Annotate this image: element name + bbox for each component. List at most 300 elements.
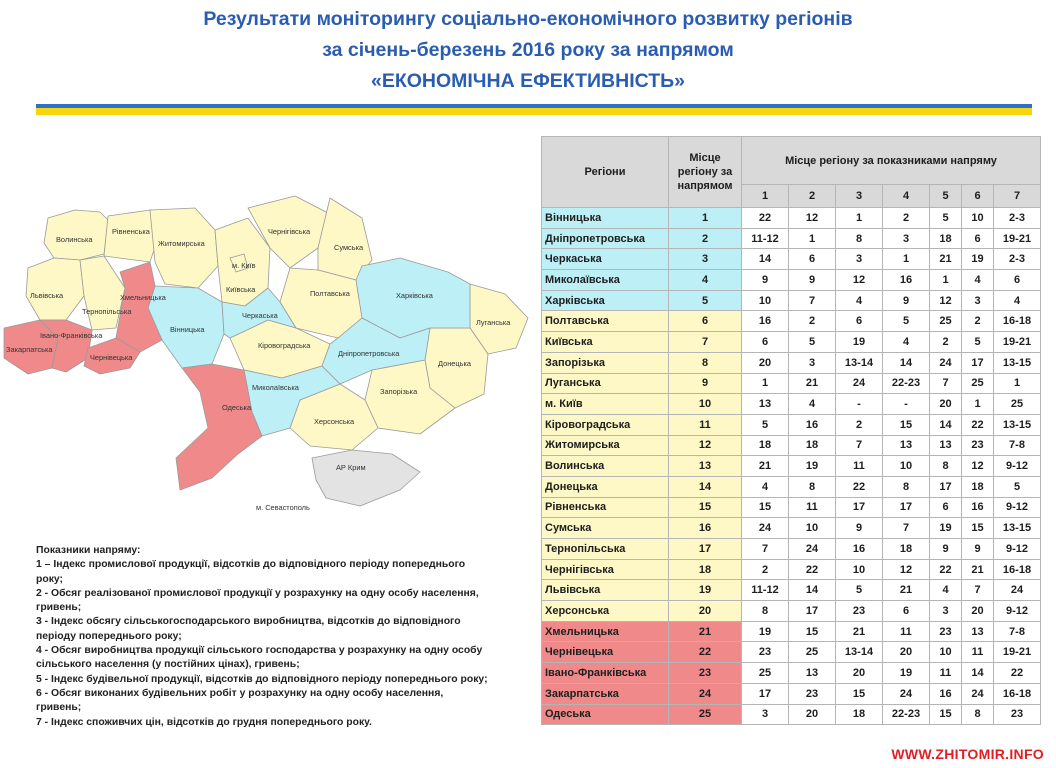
indicator-cell: 10 bbox=[883, 456, 930, 477]
region-lvivska bbox=[26, 258, 84, 320]
header-col-1: 1 bbox=[742, 185, 789, 208]
indicator-cell: 18 bbox=[883, 539, 930, 560]
indicator-cell: 6 bbox=[930, 497, 962, 518]
region-ternopilska bbox=[80, 256, 125, 330]
indicator-cell: 7 bbox=[836, 435, 883, 456]
header-col-3: 3 bbox=[836, 185, 883, 208]
indicator-cell: 5 bbox=[962, 332, 994, 353]
indicator-cell: 16-18 bbox=[994, 683, 1041, 704]
place-cell: 3 bbox=[669, 249, 742, 270]
table-row bbox=[542, 683, 1041, 704]
region-cell: Закарпатська bbox=[542, 683, 669, 704]
indicator-cell: 19 bbox=[962, 249, 994, 270]
map-label-khmelnytska: Хмельницька bbox=[120, 293, 166, 302]
place-cell: 20 bbox=[669, 601, 742, 622]
indicator-cell: 19-21 bbox=[994, 642, 1041, 663]
indicator-cell: 7 bbox=[962, 580, 994, 601]
place-cell: 8 bbox=[669, 352, 742, 373]
indicator-cell: 16 bbox=[836, 539, 883, 560]
indicator-cell: 10 bbox=[962, 208, 994, 229]
indicator-cell: 19 bbox=[883, 663, 930, 684]
indicator-cell: 11 bbox=[836, 456, 883, 477]
place-cell: 17 bbox=[669, 539, 742, 560]
region-cell: Рівненська bbox=[542, 497, 669, 518]
indicator-cell: 11 bbox=[962, 642, 994, 663]
table-row bbox=[542, 332, 1041, 353]
region-cell: Київська bbox=[542, 332, 669, 353]
indicator-cell: 25 bbox=[789, 642, 836, 663]
place-cell: 11 bbox=[669, 414, 742, 435]
indicator-cell: 7 bbox=[883, 518, 930, 539]
indicator-cell: 20 bbox=[930, 394, 962, 415]
indicator-cell: 22 bbox=[930, 559, 962, 580]
indicator-cell: 22 bbox=[962, 414, 994, 435]
indicator-cell: 1 bbox=[962, 394, 994, 415]
indicator-cell: 12 bbox=[836, 270, 883, 291]
place-cell: 15 bbox=[669, 497, 742, 518]
page-title-line-2: за січень-березень 2016 року за напрямом bbox=[322, 39, 734, 61]
region-cell: Сумська bbox=[542, 518, 669, 539]
indicator-cell: 22 bbox=[836, 476, 883, 497]
map-label-poltavska: Полтавська bbox=[310, 289, 350, 298]
indicator-cell: 13-14 bbox=[836, 642, 883, 663]
legend-item: 4 - Обсяг виробництва продукції сільського господарства у розрахунку на одну особу сільського населення (у постійних цінах), гривень; bbox=[36, 645, 483, 671]
place-cell: 25 bbox=[669, 704, 742, 725]
indicator-cell: 21 bbox=[883, 580, 930, 601]
region-cell: Полтавська bbox=[542, 311, 669, 332]
indicator-cell: 1 bbox=[994, 373, 1041, 394]
indicator-cell: 1 bbox=[930, 270, 962, 291]
indicator-cell: 15 bbox=[789, 621, 836, 642]
indicator-cell: 21 bbox=[789, 373, 836, 394]
indicator-cell: 9 bbox=[742, 270, 789, 291]
table-row bbox=[542, 435, 1041, 456]
indicator-cell: 13 bbox=[962, 621, 994, 642]
map-label-ternopilska: Тернопільська bbox=[82, 307, 132, 316]
indicator-cell: - bbox=[836, 394, 883, 415]
indicator-cell: 18 bbox=[836, 704, 883, 725]
indicator-cell: 17 bbox=[883, 497, 930, 518]
indicator-cell: 6 bbox=[789, 249, 836, 270]
indicator-cell: 6 bbox=[836, 311, 883, 332]
indicator-cell: 15 bbox=[742, 497, 789, 518]
region-cell: Черкаська bbox=[542, 249, 669, 270]
indicator-cell: 11 bbox=[930, 663, 962, 684]
ukraine-map bbox=[0, 188, 540, 518]
table-row bbox=[542, 290, 1041, 311]
indicator-cell: 17 bbox=[930, 476, 962, 497]
indicator-cell: 7-8 bbox=[994, 435, 1041, 456]
indicator-cell: 17 bbox=[742, 683, 789, 704]
map-label-ivano: Івано-Франківська bbox=[40, 331, 103, 340]
indicator-cell: 9-12 bbox=[994, 497, 1041, 518]
indicator-cell: 6 bbox=[883, 601, 930, 622]
region-cell: Донецька bbox=[542, 476, 669, 497]
indicator-cell: 24 bbox=[994, 580, 1041, 601]
legend-item: 3 - Індекс обсягу сільськогосподарського виробництва, відсотків до відповідного періоду попереднього року; bbox=[36, 616, 461, 642]
indicator-cell: 9-12 bbox=[994, 456, 1041, 477]
indicator-cell: 4 bbox=[742, 476, 789, 497]
table-row bbox=[542, 373, 1041, 394]
map-label-mykolaivska: Миколаївська bbox=[252, 383, 299, 392]
indicator-cell: 13 bbox=[789, 663, 836, 684]
indicator-cell: 5 bbox=[789, 332, 836, 353]
table-row bbox=[542, 394, 1041, 415]
indicator-cell: 22-23 bbox=[883, 373, 930, 394]
indicator-cell: 20 bbox=[789, 704, 836, 725]
indicator-cell: 16-18 bbox=[994, 311, 1041, 332]
indicator-cell: 5 bbox=[742, 414, 789, 435]
indicator-cell: 7-8 bbox=[994, 621, 1041, 642]
table-row bbox=[542, 311, 1041, 332]
header-col-4: 4 bbox=[883, 185, 930, 208]
region-cell: Івано-Франківська bbox=[542, 663, 669, 684]
map-label-vinnytska: Вінницька bbox=[170, 325, 205, 334]
indicator-cell: 12 bbox=[930, 290, 962, 311]
indicator-cell: 9-12 bbox=[994, 539, 1041, 560]
table-row bbox=[542, 228, 1041, 249]
indicator-cell: 1 bbox=[789, 228, 836, 249]
indicator-cell: 4 bbox=[994, 290, 1041, 311]
map-label-dnipro: Дніпропетровська bbox=[338, 349, 400, 358]
map-label-zhytomyrska: Житомирська bbox=[158, 239, 205, 248]
map-label-khersonska: Херсонська bbox=[314, 417, 355, 426]
indicator-cell: 2 bbox=[836, 414, 883, 435]
indicator-cell: 4 bbox=[930, 580, 962, 601]
indicator-cell: 19 bbox=[742, 621, 789, 642]
header-col-5: 5 bbox=[930, 185, 962, 208]
indicator-cell: 5 bbox=[883, 311, 930, 332]
indicator-cell: 3 bbox=[836, 249, 883, 270]
indicator-cell: 13-15 bbox=[994, 352, 1041, 373]
map-label-chernivetska: Чернівецька bbox=[90, 353, 133, 362]
indicator-cell: 11-12 bbox=[742, 580, 789, 601]
place-cell: 14 bbox=[669, 476, 742, 497]
indicator-cell: 6 bbox=[742, 332, 789, 353]
indicator-cell: 25 bbox=[930, 311, 962, 332]
place-cell: 7 bbox=[669, 332, 742, 353]
map-label-m-kyiv: м. Київ bbox=[232, 261, 256, 270]
indicator-cell: 17 bbox=[789, 601, 836, 622]
table-row bbox=[542, 704, 1041, 725]
indicator-legend bbox=[36, 544, 491, 730]
indicator-cell: 2 bbox=[789, 311, 836, 332]
region-krym bbox=[312, 450, 420, 506]
map-label-luhanska: Луганська bbox=[476, 318, 511, 327]
indicator-cell: 8 bbox=[883, 476, 930, 497]
map-label-chernihivska: Чернігівська bbox=[268, 227, 311, 236]
indicator-cell: 3 bbox=[742, 704, 789, 725]
indicator-cell: 22-23 bbox=[883, 704, 930, 725]
indicator-cell: 15 bbox=[883, 414, 930, 435]
map-label-sumska: Сумська bbox=[334, 243, 364, 252]
flag-bar-yellow bbox=[36, 108, 1032, 115]
map-label-lvivska: Львівська bbox=[30, 291, 64, 300]
table-row bbox=[542, 497, 1041, 518]
legend-item: 1 – Індекс промислової продукції, відсотків до відповідного періоду попереднього року; bbox=[36, 559, 466, 585]
indicator-cell: 21 bbox=[742, 456, 789, 477]
indicator-cell: 12 bbox=[789, 208, 836, 229]
table-row bbox=[542, 414, 1041, 435]
table-row bbox=[542, 518, 1041, 539]
indicator-cell: 4 bbox=[962, 270, 994, 291]
place-cell: 18 bbox=[669, 559, 742, 580]
place-cell: 4 bbox=[669, 270, 742, 291]
indicator-cell: 12 bbox=[883, 559, 930, 580]
indicator-cell: 8 bbox=[836, 228, 883, 249]
indicator-cell: 17 bbox=[836, 497, 883, 518]
indicator-cell: 14 bbox=[883, 352, 930, 373]
indicator-cell: 18 bbox=[930, 228, 962, 249]
place-cell: 5 bbox=[669, 290, 742, 311]
indicator-cell: 8 bbox=[742, 601, 789, 622]
header-col-2: 2 bbox=[789, 185, 836, 208]
table-row bbox=[542, 621, 1041, 642]
indicator-cell: 18 bbox=[742, 435, 789, 456]
indicator-cell: 14 bbox=[962, 663, 994, 684]
region-cell: Запорізька bbox=[542, 352, 669, 373]
header-place: Місце регіону за напрямом bbox=[669, 137, 742, 208]
indicator-cell: 24 bbox=[742, 518, 789, 539]
place-cell: 12 bbox=[669, 435, 742, 456]
table-row bbox=[542, 580, 1041, 601]
region-cell: Волинська bbox=[542, 456, 669, 477]
indicator-cell: 16 bbox=[962, 497, 994, 518]
indicator-cell: 5 bbox=[994, 476, 1041, 497]
indicator-cell: 16 bbox=[742, 311, 789, 332]
region-cell: Хмельницька bbox=[542, 621, 669, 642]
indicator-cell: 14 bbox=[930, 414, 962, 435]
indicator-cell: 11 bbox=[883, 621, 930, 642]
indicator-cell: 21 bbox=[930, 249, 962, 270]
indicator-cell: 23 bbox=[789, 683, 836, 704]
indicator-cell: 7 bbox=[789, 290, 836, 311]
indicator-cell: 15 bbox=[836, 683, 883, 704]
indicator-cell: 3 bbox=[883, 228, 930, 249]
table-row bbox=[542, 270, 1041, 291]
indicator-cell: 21 bbox=[836, 621, 883, 642]
indicator-cell: 16 bbox=[883, 270, 930, 291]
region-cell: Харківська bbox=[542, 290, 669, 311]
indicator-cell: 22 bbox=[742, 208, 789, 229]
indicator-cell: 13-14 bbox=[836, 352, 883, 373]
table-row bbox=[542, 249, 1041, 270]
indicator-cell: 11-12 bbox=[742, 228, 789, 249]
region-cell: Кіровоградська bbox=[542, 414, 669, 435]
map-label-zaporizka: Запорізька bbox=[380, 387, 418, 396]
table-row bbox=[542, 601, 1041, 622]
indicator-cell: 9 bbox=[883, 290, 930, 311]
indicator-cell: 9 bbox=[962, 539, 994, 560]
region-cell: Чернівецька bbox=[542, 642, 669, 663]
indicator-cell: 22 bbox=[789, 559, 836, 580]
region-cell: Луганська bbox=[542, 373, 669, 394]
indicator-cell: 20 bbox=[742, 352, 789, 373]
map-label-donetska: Донецька bbox=[438, 359, 471, 368]
indicator-cell: 13-15 bbox=[994, 518, 1041, 539]
indicator-cell: 7 bbox=[742, 539, 789, 560]
table-row bbox=[542, 539, 1041, 560]
page-title-line-3: «ЕКОНОМІЧНА ЕФЕКТИВНІСТЬ» bbox=[370, 70, 686, 92]
region-cell: Вінницька bbox=[542, 208, 669, 229]
map-label-krym: АР Крим bbox=[336, 463, 366, 472]
map-label-kharkivska: Харківська bbox=[396, 291, 433, 300]
indicator-cell: 10 bbox=[742, 290, 789, 311]
indicator-cell: 25 bbox=[962, 373, 994, 394]
header-indicators: Місце регіону за показниками напряму bbox=[742, 137, 1041, 185]
indicator-cell: 23 bbox=[836, 601, 883, 622]
indicator-cell: 10 bbox=[930, 642, 962, 663]
place-cell: 9 bbox=[669, 373, 742, 394]
region-cell: м. Київ bbox=[542, 394, 669, 415]
indicator-cell: 13 bbox=[742, 394, 789, 415]
indicator-cell: 19 bbox=[836, 332, 883, 353]
indicator-cell: 14 bbox=[742, 249, 789, 270]
indicator-cell: 2 bbox=[962, 311, 994, 332]
map-label-volynska: Волинська bbox=[56, 235, 93, 244]
indicator-cell: 5 bbox=[836, 580, 883, 601]
indicator-cell: 8 bbox=[789, 476, 836, 497]
region-cell: Дніпропетровська bbox=[542, 228, 669, 249]
indicator-cell: 10 bbox=[836, 559, 883, 580]
indicator-cell: 20 bbox=[883, 642, 930, 663]
place-cell: 1 bbox=[669, 208, 742, 229]
region-rivnenska bbox=[104, 210, 158, 262]
indicator-cell: 15 bbox=[962, 518, 994, 539]
place-cell: 24 bbox=[669, 683, 742, 704]
indicator-cell: 4 bbox=[836, 290, 883, 311]
indicator-cell: 14 bbox=[789, 580, 836, 601]
table-row bbox=[542, 663, 1041, 684]
map-label-kirovohradska: Кіровоградська bbox=[258, 341, 311, 350]
indicator-cell: 7 bbox=[930, 373, 962, 394]
place-cell: 16 bbox=[669, 518, 742, 539]
indicator-cell: 11 bbox=[789, 497, 836, 518]
legend-item: 5 - Індекс будівельної продукції, відсотків до відповідного періоду попереднього року; bbox=[36, 673, 488, 685]
region-cell: Тернопільська bbox=[542, 539, 669, 560]
indicator-cell: 19-21 bbox=[994, 332, 1041, 353]
indicator-cell: 1 bbox=[883, 249, 930, 270]
indicator-cell: 1 bbox=[742, 373, 789, 394]
region-cell: Миколаївська bbox=[542, 270, 669, 291]
legend-item: 6 - Обсяг виконаних будівельних робіт у розрахунку на одну особу населення, гривень; bbox=[36, 687, 444, 714]
indicator-cell: 16 bbox=[930, 683, 962, 704]
table-row bbox=[542, 559, 1041, 580]
place-cell: 2 bbox=[669, 228, 742, 249]
indicator-cell: 9 bbox=[836, 518, 883, 539]
map-label-rivnenska: Рівненська bbox=[112, 227, 150, 236]
header-col-7: 7 bbox=[994, 185, 1041, 208]
indicator-cell: 23 bbox=[742, 642, 789, 663]
region-cell: Львівська bbox=[542, 580, 669, 601]
watermark: WWW.ZHITOMIR.INFO bbox=[891, 746, 1044, 762]
indicator-cell: 2-3 bbox=[994, 208, 1041, 229]
place-cell: 21 bbox=[669, 621, 742, 642]
region-cell: Херсонська bbox=[542, 601, 669, 622]
place-cell: 23 bbox=[669, 663, 742, 684]
indicator-cell: 3 bbox=[930, 601, 962, 622]
table-row bbox=[542, 208, 1041, 229]
indicator-cell: 5 bbox=[930, 208, 962, 229]
indicator-cell: 20 bbox=[836, 663, 883, 684]
indicator-cell: 3 bbox=[962, 290, 994, 311]
indicator-cell: 25 bbox=[742, 663, 789, 684]
indicator-cell: 19 bbox=[930, 518, 962, 539]
indicator-cell: 4 bbox=[883, 332, 930, 353]
indicator-cell: 16-18 bbox=[994, 559, 1041, 580]
region-cell: Одеська bbox=[542, 704, 669, 725]
indicator-cell: 13 bbox=[883, 435, 930, 456]
indicator-cell: 23 bbox=[930, 621, 962, 642]
indicator-cell: 10 bbox=[789, 518, 836, 539]
place-cell: 13 bbox=[669, 456, 742, 477]
indicator-cell: 6 bbox=[962, 228, 994, 249]
indicator-cell: 20 bbox=[962, 601, 994, 622]
indicator-cell: 9-12 bbox=[994, 601, 1041, 622]
page-title-line-1: Результати моніторингу соціально-економічного розвитку регіонів bbox=[203, 8, 853, 30]
indicator-cell: 2 bbox=[742, 559, 789, 580]
place-cell: 6 bbox=[669, 311, 742, 332]
indicator-cell: 21 bbox=[962, 559, 994, 580]
indicator-cell: 17 bbox=[962, 352, 994, 373]
indicator-cell: 12 bbox=[962, 456, 994, 477]
table-row bbox=[542, 642, 1041, 663]
indicator-cell: 2 bbox=[883, 208, 930, 229]
legend-item: 7 - Індекс споживчих цін, відсотків до грудня попереднього року. bbox=[36, 716, 372, 728]
map-label-kyivska: Київська bbox=[226, 285, 256, 294]
indicator-cell: 18 bbox=[962, 476, 994, 497]
indicator-cell: 3 bbox=[789, 352, 836, 373]
region-cell: Чернігівська bbox=[542, 559, 669, 580]
indicator-cell: 13 bbox=[930, 435, 962, 456]
indicator-cell: 9 bbox=[789, 270, 836, 291]
table-row bbox=[542, 352, 1041, 373]
indicator-cell: 2-3 bbox=[994, 249, 1041, 270]
indicator-cell: 9 bbox=[930, 539, 962, 560]
table-row bbox=[542, 476, 1041, 497]
table-row bbox=[542, 456, 1041, 477]
indicator-cell: 19 bbox=[789, 456, 836, 477]
map-label-cherkaska: Черкаська bbox=[242, 311, 278, 320]
indicator-cell: 2 bbox=[930, 332, 962, 353]
indicator-cell: 23 bbox=[962, 435, 994, 456]
indicator-cell: 24 bbox=[789, 539, 836, 560]
header-col-6: 6 bbox=[962, 185, 994, 208]
indicator-cell: 24 bbox=[836, 373, 883, 394]
indicator-cell: 8 bbox=[962, 704, 994, 725]
header-regions: Регіони bbox=[542, 137, 669, 208]
indicator-cell: 24 bbox=[962, 683, 994, 704]
rankings-table bbox=[541, 136, 1041, 725]
indicator-cell: 16 bbox=[789, 414, 836, 435]
place-cell: 22 bbox=[669, 642, 742, 663]
indicator-cell: 19-21 bbox=[994, 228, 1041, 249]
map-label-odeska: Одеська bbox=[222, 403, 252, 412]
indicator-cell: 25 bbox=[994, 394, 1041, 415]
legend-item: 2 - Обсяг реалізованої промислової продукції у розрахунку на одну особу населення, гривень; bbox=[36, 587, 479, 614]
indicator-cell: 13-15 bbox=[994, 414, 1041, 435]
indicator-cell: - bbox=[883, 394, 930, 415]
indicator-cell: 15 bbox=[930, 704, 962, 725]
indicator-cell: 4 bbox=[789, 394, 836, 415]
region-cell: Житомирська bbox=[542, 435, 669, 456]
legend-heading: Показники напряму: bbox=[36, 545, 141, 556]
indicator-cell: 24 bbox=[883, 683, 930, 704]
map-label-sevastopol: м. Севастополь bbox=[256, 503, 310, 512]
indicator-cell: 22 bbox=[994, 663, 1041, 684]
place-cell: 19 bbox=[669, 580, 742, 601]
indicator-cell: 8 bbox=[930, 456, 962, 477]
